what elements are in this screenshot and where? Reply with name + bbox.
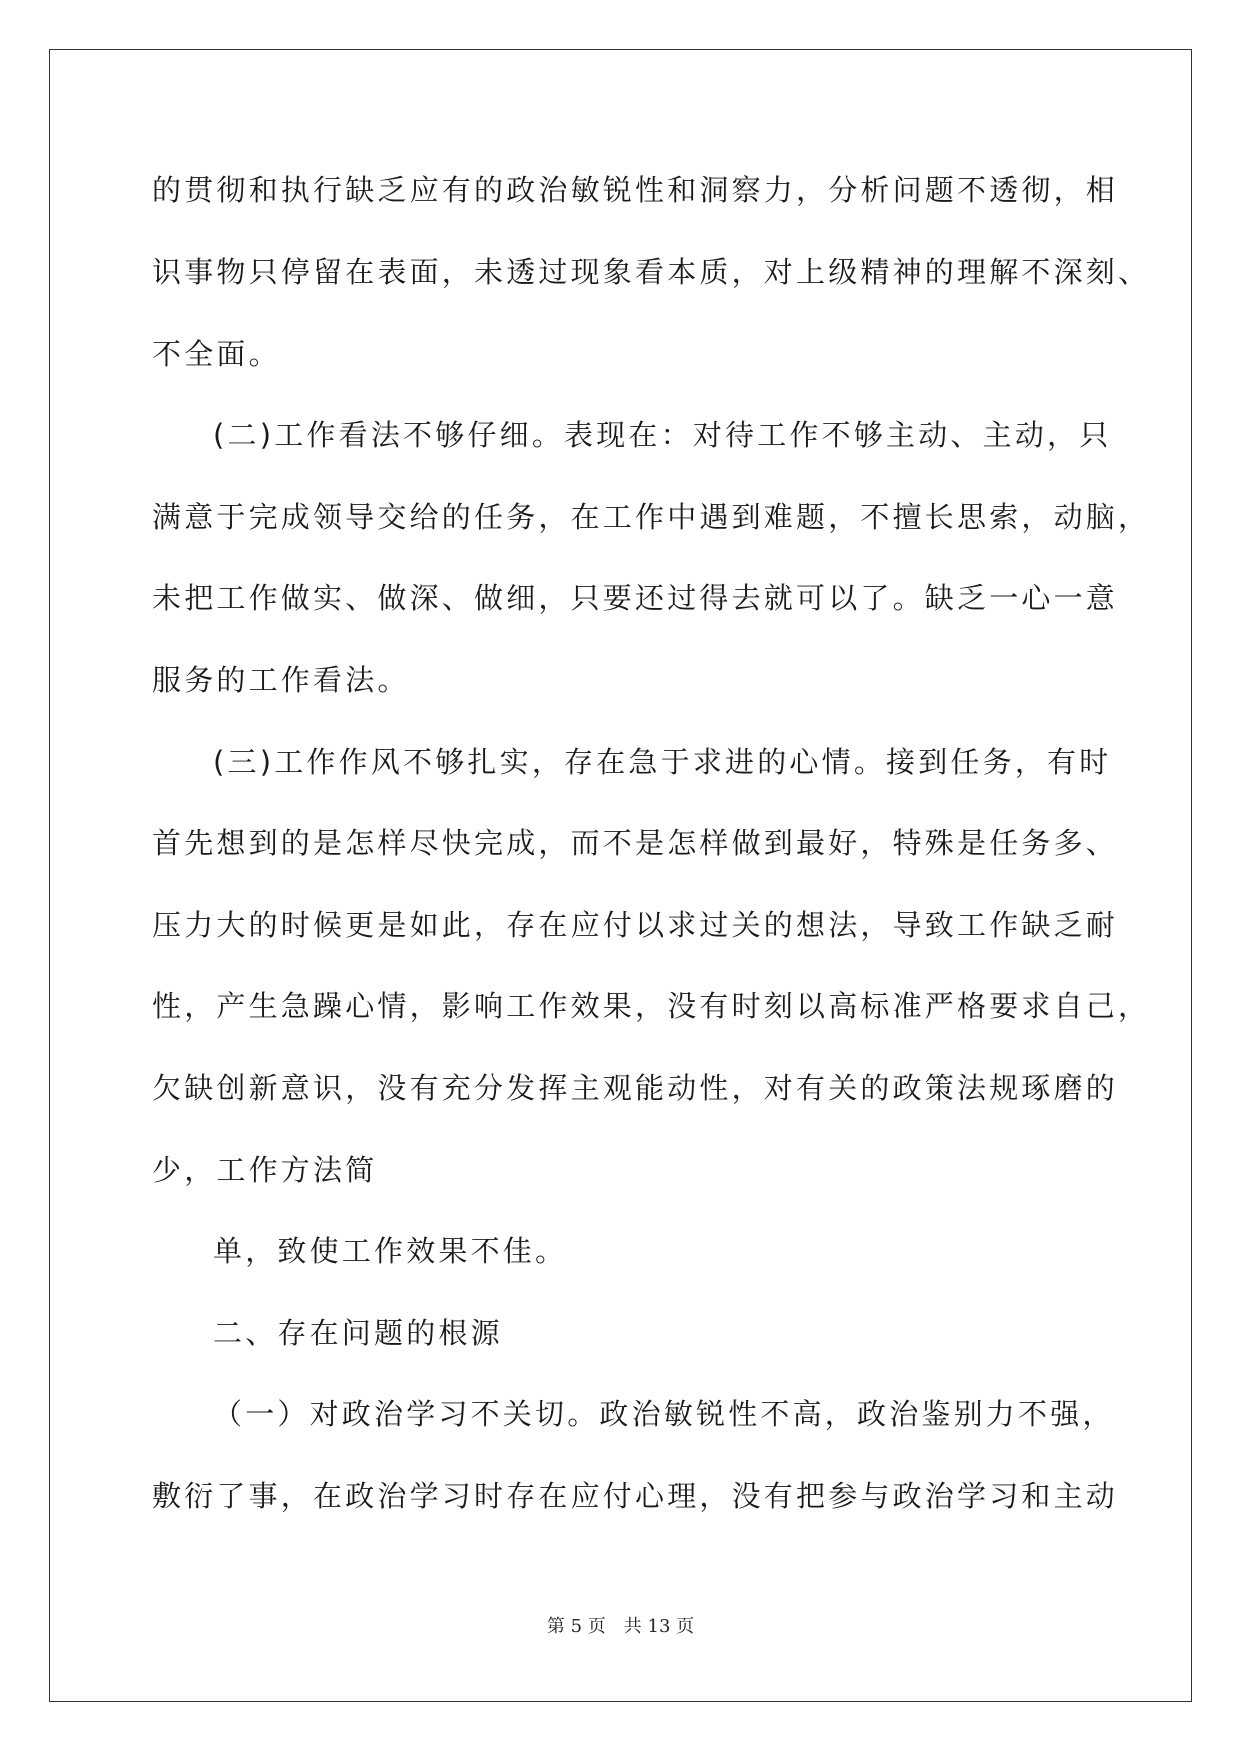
body-line-14: 单，致使工作效果不佳。	[213, 1234, 568, 1268]
body-line-13: 少，工作方法简	[152, 1153, 378, 1187]
body-line-2: 识事物只停留在表面，未透过现象看本质，对上级精神的理解不深刻、	[152, 255, 1151, 289]
page-border	[49, 49, 1192, 1702]
body-line-16: （一）对政治学习不关切。政治敏锐性不高，政治鉴别力不强，	[213, 1397, 1115, 1431]
body-line-3: 不全面。	[152, 337, 281, 371]
page-number: 第 5 页	[546, 1616, 606, 1637]
body-line-4: (二)工作看法不够仔细。表现在：对待工作不够主动、主动，只	[213, 418, 1112, 452]
body-line-7: 服务的工作看法。	[152, 663, 410, 697]
body-line-11: 性，产生急躁心情，影响工作效果，没有时刻以高标准严格要求自己，	[152, 989, 1151, 1023]
page-total: 共 13 页	[623, 1616, 695, 1637]
body-line-5: 满意于完成领导交给的任务，在工作中遇到难题，不擅长思索，动脑，	[152, 500, 1151, 534]
body-line-9: 首先想到的是怎样尽快完成，而不是怎样做到最好，特殊是任务多、	[152, 826, 1119, 860]
body-line-1: 的贯彻和执行缺乏应有的政治敏锐性和洞察力，分析问题不透彻，相	[152, 173, 1119, 207]
section-heading: 二、存在问题的根源	[213, 1316, 503, 1350]
body-line-6: 未把工作做实、做深、做细，只要还过得去就可以了。缺乏一心一意	[152, 581, 1119, 615]
body-line-10: 压力大的时候更是如此，存在应付以求过关的想法，导致工作缺乏耐	[152, 908, 1119, 942]
page-footer	[0, 1612, 1241, 1638]
body-line-8: (三)工作作风不够扎实，存在急于求进的心情。接到任务，有时	[213, 745, 1112, 779]
body-line-17: 敷衍了事，在政治学习时存在应付心理，没有把参与政治学习和主动	[152, 1479, 1119, 1513]
body-line-12: 欠缺创新意识，没有充分发挥主观能动性，对有关的政策法规琢磨的	[152, 1071, 1119, 1105]
